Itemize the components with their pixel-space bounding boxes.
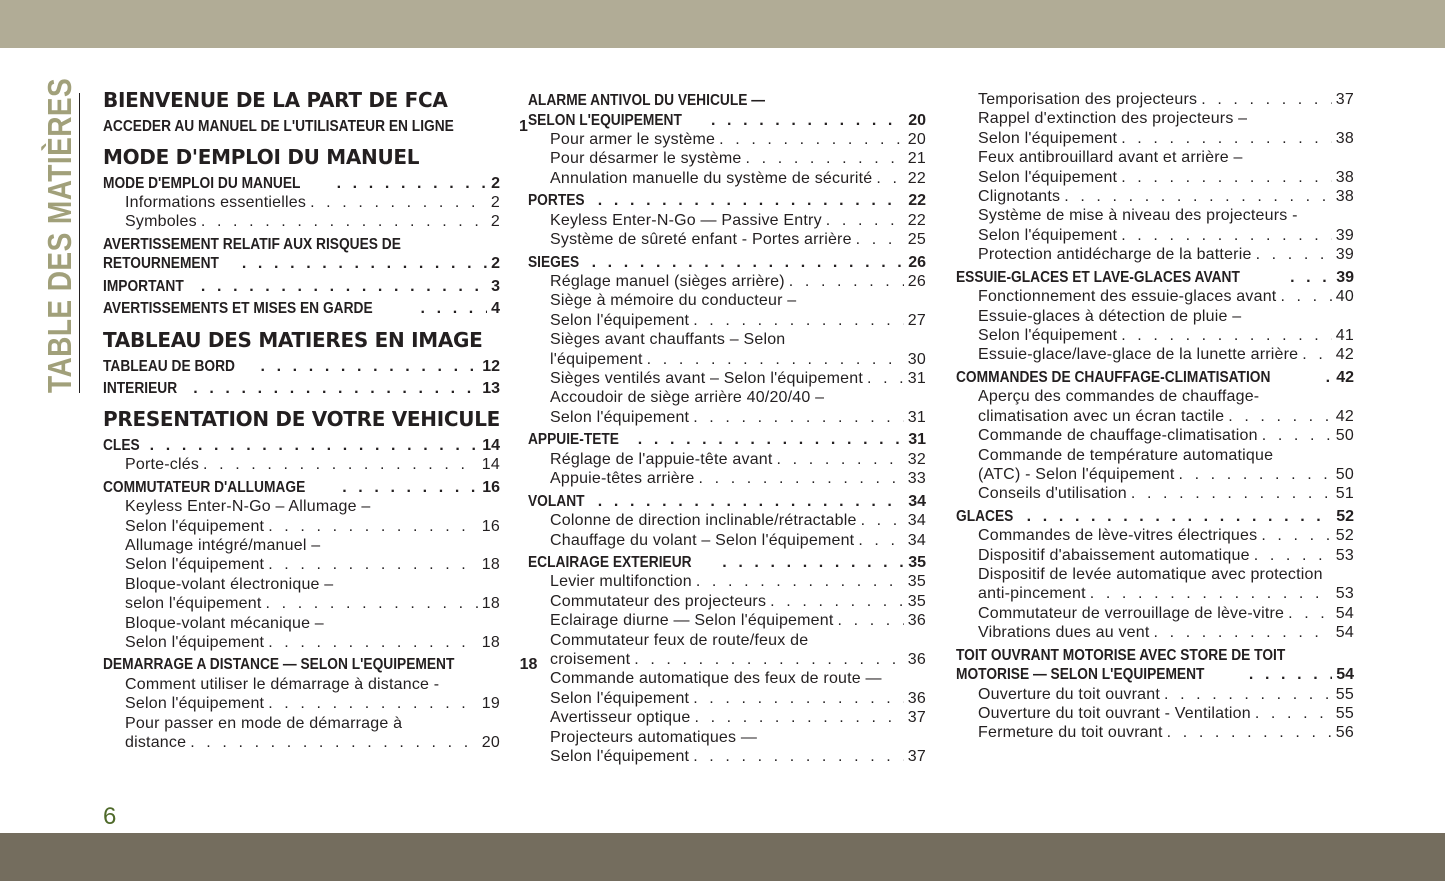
section-heading: BIENVENUE DE LA PART DE FCA — [103, 88, 448, 112]
toc-subentry[interactable]: Commande de chauffage-climatisation . . . 50 — [956, 426, 1354, 445]
side-title: TABLE DES MATIÈRES — [41, 77, 78, 394]
toc-subentry[interactable]: Selon l'équipement . . . 19 — [103, 694, 500, 713]
toc-entry[interactable]: GLACES . . . 52 — [956, 507, 1354, 527]
toc-subentry-line: Commutateur feux de route/feux de — [550, 631, 809, 649]
toc-entry[interactable]: APPUIE-TETE . . . 31 — [528, 430, 926, 450]
toc-subentry[interactable]: Commandes de lève-vitres électriques . . . 52 — [956, 526, 1354, 545]
toc-entry[interactable]: MODE D'EMPLOI DU MANUEL . . . 2 — [103, 174, 500, 194]
toc-subentry[interactable]: Fonctionnement des essuie-glaces avant . . . 40 — [956, 287, 1354, 306]
toc-entry-line: ALARME ANTIVOL DU VEHICULE — — [528, 92, 765, 109]
toc-column-1 — [103, 87, 538, 753]
toc-subentry[interactable]: climatisation avec un écran tactile . . . 42 — [956, 407, 1354, 426]
toc-entry[interactable]: CLES . . . 14 — [103, 436, 500, 456]
toc-subentry[interactable]: Avertisseur optique . . . 37 — [528, 708, 926, 727]
toc-subentry[interactable]: Commutateur des projecteurs . . . 35 — [528, 592, 926, 611]
toc-column-2 — [528, 87, 926, 766]
toc-subentry[interactable]: Keyless Enter-N-Go — Passive Entry . . . 22 — [528, 211, 926, 230]
toc-entry[interactable]: SIEGES . . . 26 — [528, 253, 926, 273]
toc-subentry[interactable]: croisement . . . 36 — [528, 650, 926, 669]
toc-column-3 — [956, 87, 1354, 743]
toc-entry[interactable]: COMMUTATEUR D'ALLUMAGE . . . 16 — [103, 478, 500, 498]
toc-subentry[interactable]: Colonne de direction inclinable/rétractable . . . 34 — [528, 511, 926, 530]
toc-subentry[interactable]: Selon l'équipement . . . 36 — [528, 689, 926, 708]
toc-subentry[interactable]: Selon l'équipement . . . 31 — [528, 408, 926, 427]
toc-entry[interactable]: AVERTISSEMENTS ET MISES EN GARDE . . . 4 — [103, 299, 500, 319]
toc-subentry-line: Aperçu des commandes de chauffage- — [978, 388, 1260, 406]
toc-subentry[interactable]: Système de sûreté enfant - Portes arrière . . . 25 — [528, 230, 926, 249]
toc-subentry[interactable]: Eclairage diurne — Selon l'équipement . . . 36 — [528, 611, 926, 630]
toc-subentry[interactable]: Annulation manuelle du système de sécurité . . . 22 — [528, 169, 926, 188]
toc-subentry[interactable]: Symboles . . . 2 — [103, 212, 500, 231]
toc-subentry[interactable]: Vibrations dues au vent . . . 54 — [956, 623, 1354, 642]
toc-subentry-line: Keyless Enter-N-Go – Allumage – — [125, 498, 371, 516]
toc-subentry[interactable]: Réglage manuel (sièges arrière) . . . 26 — [528, 272, 926, 291]
toc-subentry-line: Siège à mémoire du conducteur – — [550, 292, 797, 310]
toc-subentry-line: Sièges avant chauffants – Selon — [550, 331, 786, 349]
toc-subentry[interactable]: Protection antidécharge de la batterie . . . 39 — [956, 245, 1354, 264]
toc-subentry[interactable]: Pour désarmer le système . . . 21 — [528, 149, 926, 168]
toc-subentry-line: Système de mise à niveau des projecteurs - — [978, 207, 1298, 225]
toc-subentry-line: Allumage intégré/manuel – — [125, 537, 321, 555]
toc-entry[interactable]: RETOURNEMENT . . . 2 — [103, 254, 500, 274]
toc-subentry-line: Feux antibrouillard avant et arrière – — [978, 149, 1243, 167]
toc-subentry[interactable]: Selon l'équipement . . . 27 — [528, 311, 926, 330]
toc-subentry-line: Commande automatique des feux de route — — [550, 670, 882, 688]
toc-entry[interactable]: INTERIEUR . . . 13 — [103, 379, 500, 399]
toc-subentry[interactable]: Dispositif d'abaissement automatique . . . 53 — [956, 546, 1354, 565]
toc-subentry[interactable]: Informations essentielles . . . 2 — [103, 193, 500, 212]
toc-subentry-line: Projecteurs automatiques — — [550, 728, 758, 746]
toc-entry[interactable]: ACCEDER AU MANUEL DE L'UTILISATEUR EN LIGNE 1 — [103, 118, 528, 135]
toc-subentry-line: Commande de température automatique — [978, 446, 1274, 464]
toc-subentry-line: Bloque-volant électronique – — [125, 575, 334, 593]
toc-subentry[interactable]: Selon l'équipement . . . 38 — [956, 168, 1354, 187]
toc-subentry[interactable]: selon l'équipement . . . 18 — [103, 594, 500, 613]
toc-subentry-line: Rappel d'extinction des projecteurs – — [978, 110, 1248, 128]
toc-subentry[interactable]: Chauffage du volant – Selon l'équipement . . . 34 — [528, 531, 926, 550]
toc-subentry[interactable]: anti-pincement . . . 53 — [956, 584, 1354, 603]
toc-subentry-line: Accoudoir de siège arrière 40/20/40 – — [550, 389, 825, 407]
toc-subentry[interactable]: Conseils d'utilisation . . . 51 — [956, 484, 1354, 503]
toc-entry[interactable]: DEMARRAGE A DISTANCE — SELON L'EQUIPEMENT 18 — [103, 656, 538, 674]
toc-subentry[interactable]: Sièges ventilés avant – Selon l'équipement . . . 31 — [528, 369, 926, 388]
toc-entry[interactable]: COMMANDES DE CHAUFFAGE-CLIMATISATION . . . 42 — [956, 368, 1354, 388]
toc-subentry-line: Pour passer en mode de démarrage à — [125, 714, 403, 732]
toc-subentry-line: Comment utiliser le démarrage à distance - — [125, 675, 440, 693]
toc-subentry[interactable]: Pour armer le système . . . 20 — [528, 130, 926, 149]
toc-subentry[interactable]: Levier multifonction . . . 35 — [528, 572, 926, 591]
toc-subentry[interactable]: Appuie-têtes arrière . . . 33 — [528, 469, 926, 488]
toc-subentry[interactable]: Temporisation des projecteurs . . . 37 — [956, 90, 1354, 109]
section-heading: TABLEAU DES MATIERES EN IMAGE — [103, 327, 483, 352]
bottom-band — [0, 833, 1445, 881]
toc-entry-line: AVERTISSEMENT RELATIF AUX RISQUES DE — [103, 235, 401, 253]
toc-subentry-line: Essuie-glaces à détection de pluie – — [978, 307, 1242, 325]
toc-subentry[interactable]: Essuie-glace/lave-glace de la lunette arrière . . . 42 — [956, 345, 1354, 364]
toc-subentry[interactable]: Selon l'équipement . . . 18 — [103, 555, 500, 574]
toc-entry-line: TOIT OUVRANT MOTORISE AVEC STORE DE TOIT — [956, 646, 1286, 664]
section-heading: MODE D'EMPLOI DU MANUEL — [103, 144, 420, 169]
toc-subentry[interactable]: (ATC) - Selon l'équipement . . . 50 — [956, 465, 1354, 484]
toc-subentry[interactable]: Fermeture du toit ouvrant . . . 56 — [956, 723, 1354, 742]
toc-entry[interactable]: TABLEAU DE BORD . . . 12 — [103, 357, 500, 377]
page-number: 6 — [103, 803, 117, 830]
section-heading: PRESENTATION DE VOTRE VEHICULE — [103, 406, 500, 431]
toc-entry[interactable]: PORTES . . . 22 — [528, 191, 926, 211]
toc-subentry[interactable]: Selon l'équipement . . . 37 — [528, 747, 926, 766]
toc-subentry[interactable]: Commutateur de verrouillage de lève-vitre . . . 54 — [956, 604, 1354, 623]
toc-subentry-line: Bloque-volant mécanique – — [125, 614, 324, 632]
toc-subentry[interactable]: l'équipement . . . 30 — [528, 350, 926, 369]
toc-subentry[interactable]: Clignotants . . . 38 — [956, 187, 1354, 206]
toc-subentry[interactable]: Réglage de l'appuie-tête avant . . . 32 — [528, 450, 926, 469]
toc-subentry[interactable]: distance . . . 20 — [103, 733, 500, 752]
toc-subentry-line: Dispositif de levée automatique avec protection — [978, 566, 1323, 584]
toc-subentry[interactable]: Porte-clés . . . 14 — [103, 455, 500, 474]
toc-subentry[interactable]: Selon l'équipement . . . 38 — [956, 129, 1354, 148]
toc-subentry[interactable]: Ouverture du toit ouvrant . . . 55 — [956, 685, 1354, 704]
toc-subentry[interactable]: Selon l'équipement . . . 16 — [103, 517, 500, 536]
top-band — [0, 0, 1445, 48]
toc-subentry[interactable]: Ouverture du toit ouvrant - Ventilation . . . 55 — [956, 704, 1354, 723]
toc-entry[interactable]: VOLANT . . . 34 — [528, 492, 926, 512]
toc-entry[interactable]: IMPORTANT . . . 3 — [103, 277, 500, 297]
toc-subentry[interactable]: Selon l'équipement . . . 41 — [956, 326, 1354, 345]
toc-entry[interactable]: ESSUIE-GLACES ET LAVE-GLACES AVANT . . . 39 — [956, 268, 1354, 288]
toc-entry[interactable]: ECLAIRAGE EXTERIEUR . . . 35 — [528, 553, 926, 573]
toc-entry[interactable]: MOTORISE — SELON L'EQUIPEMENT . . . 54 — [956, 665, 1354, 685]
toc-entry[interactable]: SELON L'EQUIPEMENT . . . 20 — [528, 111, 926, 131]
toc-subentry[interactable]: Selon l'équipement . . . 39 — [956, 226, 1354, 245]
toc-subentry[interactable]: Selon l'équipement . . . 18 — [103, 633, 500, 652]
